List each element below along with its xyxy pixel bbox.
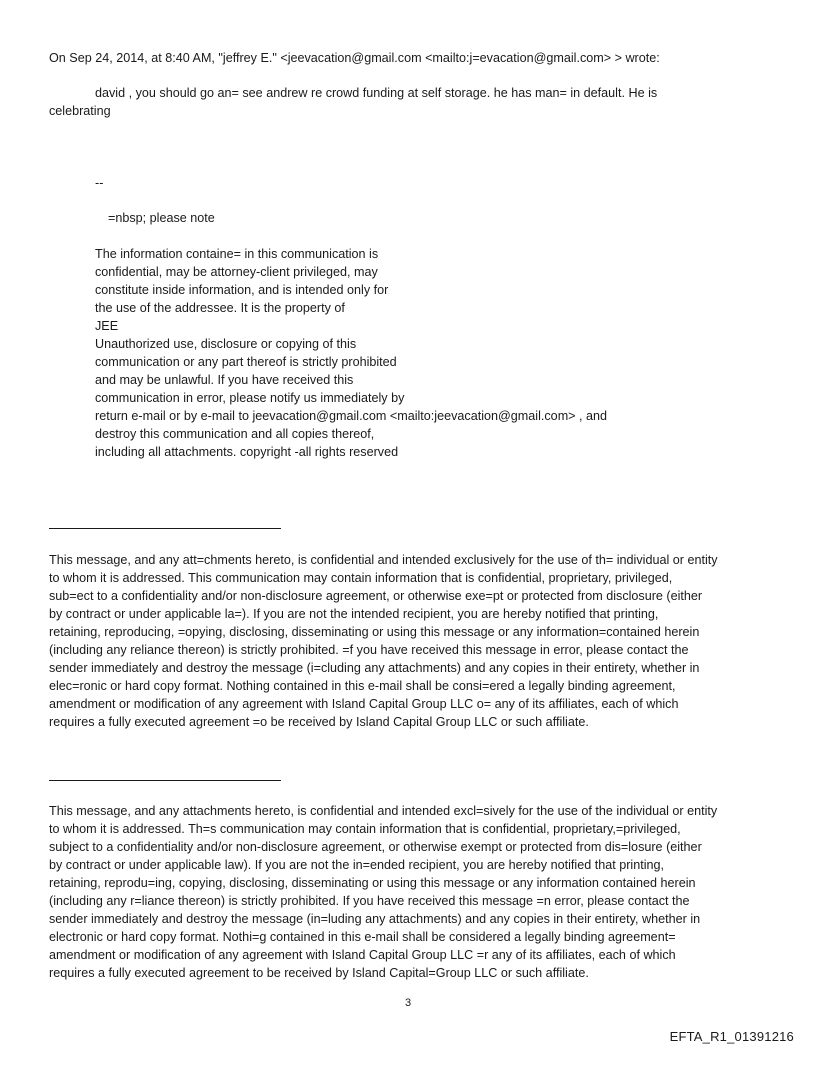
bates-number: EFTA_R1_01391216 [669,1029,794,1044]
disclaimer-line: subject to a confidentiality and/or non-disclosure agreement, or otherwise exempt or protected from dis=losure (either [49,840,702,854]
notice-line: constitute inside information, and is intended only for [95,283,389,297]
signature-separator: -- [95,176,104,190]
disclaimer-line: elec=ronic or hard copy format. Nothing contained in this e-mail shall be consi=ered a legally binding agreement, [49,679,676,693]
disclaimer-line: to whom it is addressed. Th=s communication may contain information that is confidential, proprietary,=privileged, [49,822,681,836]
disclaimer-line: electronic or hard copy format. Nothi=g contained in this e-mail shall be considered a legally binding agreement= [49,930,676,944]
confidentiality-notice [95,245,607,461]
disclaimer-line: (including any r=liance thereon) is strictly prohibited. If you have received this message =n error, please contact the [49,894,690,908]
disclaimer-line: This message, and any attachments hereto, is confidential and intended excl=sively for the use of the individual or entity [49,804,718,818]
disclaimer-line: sender immediately and destroy the message (i=cluding any attachments) and any copies in their entirety, whether in [49,661,700,675]
email-reply-header: On Sep 24, 2014, at 8:40 AM, "jeffrey E." <jeevacation@gmail.com <mailto:j=evacation@gmail.com> > wrote: [49,51,660,65]
disclaimer-line: retaining, reprodu=ing, copying, disclosing, disseminating or using this message or any information contained herein [49,876,696,890]
disclaimer-line: requires a fully executed agreement to be received by Island Capital=Group LLC or such affiliate. [49,966,589,980]
please-note-label: =nbsp; please note [108,211,215,225]
notice-line: return e-mail or by e-mail to jeevacation@gmail.com <mailto:jeevacation@gmail.com> , and [95,409,608,423]
notice-line: The information containe= in this communication is [95,247,379,261]
notice-line: communication or any part thereof is strictly prohibited [95,355,397,369]
email-body-line: david , you should go an= see andrew re crowd funding at self storage. he has man= in default. He is [95,86,658,100]
legal-disclaimer [49,802,789,982]
notice-line: and may be unlawful. If you have received this [95,373,354,387]
email-body-line: celebrating [49,104,111,118]
disclaimer-line: by contract or under applicable law). If you are not the in=ended recipient, you are hereby notified that printing, [49,858,665,872]
disclaimer-line: amendment or modification of any agreement with Island Capital Group LLC o= any of its affiliates, each of which [49,697,679,711]
disclaimer-line: sender immediately and destroy the message (in=luding any attachments) and any copies in their entirety, whether in [49,912,701,926]
notice-line: JEE [95,319,119,333]
disclaimer-line: (including any reliance thereon) is strictly prohibited. =f you have received this message in error, please contact the [49,643,689,657]
disclaimer-line: requires a fully executed agreement =o be received by Island Capital Group LLC or such affiliate. [49,715,589,729]
notice-line: the use of the addressee. It is the property of [95,301,345,315]
horizontal-divider [49,528,281,529]
disclaimer-line: retaining, reproducing, =opying, disclosing, disseminating or using this message or any information=contained herein [49,625,700,639]
notice-line: communication in error, please notify us immediately by [95,391,405,405]
disclaimer-line: sub=ect to a confidentiality and/or non-disclosure agreement, or otherwise exe=pt or protected from disclosure (either [49,589,703,603]
notice-line: including all attachments. copyright -all rights reserved [95,445,399,459]
page-number: 3 [404,997,412,1009]
notice-line: destroy this communication and all copies thereof, [95,427,375,441]
legal-disclaimer [49,551,789,731]
disclaimer-line: This message, and any att=chments hereto, is confidential and intended exclusively for the use of th= individual or entity [49,553,718,567]
notice-line: confidential, may be attorney-client privileged, may [95,265,378,279]
disclaimer-line: by contract or under applicable la=). If you are not the intended recipient, you are hereby notified that printing, [49,607,659,621]
notice-line: Unauthorized use, disclosure or copying of this [95,337,357,351]
horizontal-divider [49,780,281,781]
disclaimer-line: amendment or modification of any agreement with Island Capital Group LLC =r any of its affiliates, each of which [49,948,676,962]
disclaimer-line: to whom it is addressed. This communication may contain information that is confidential, proprietary, privileged, [49,571,673,585]
